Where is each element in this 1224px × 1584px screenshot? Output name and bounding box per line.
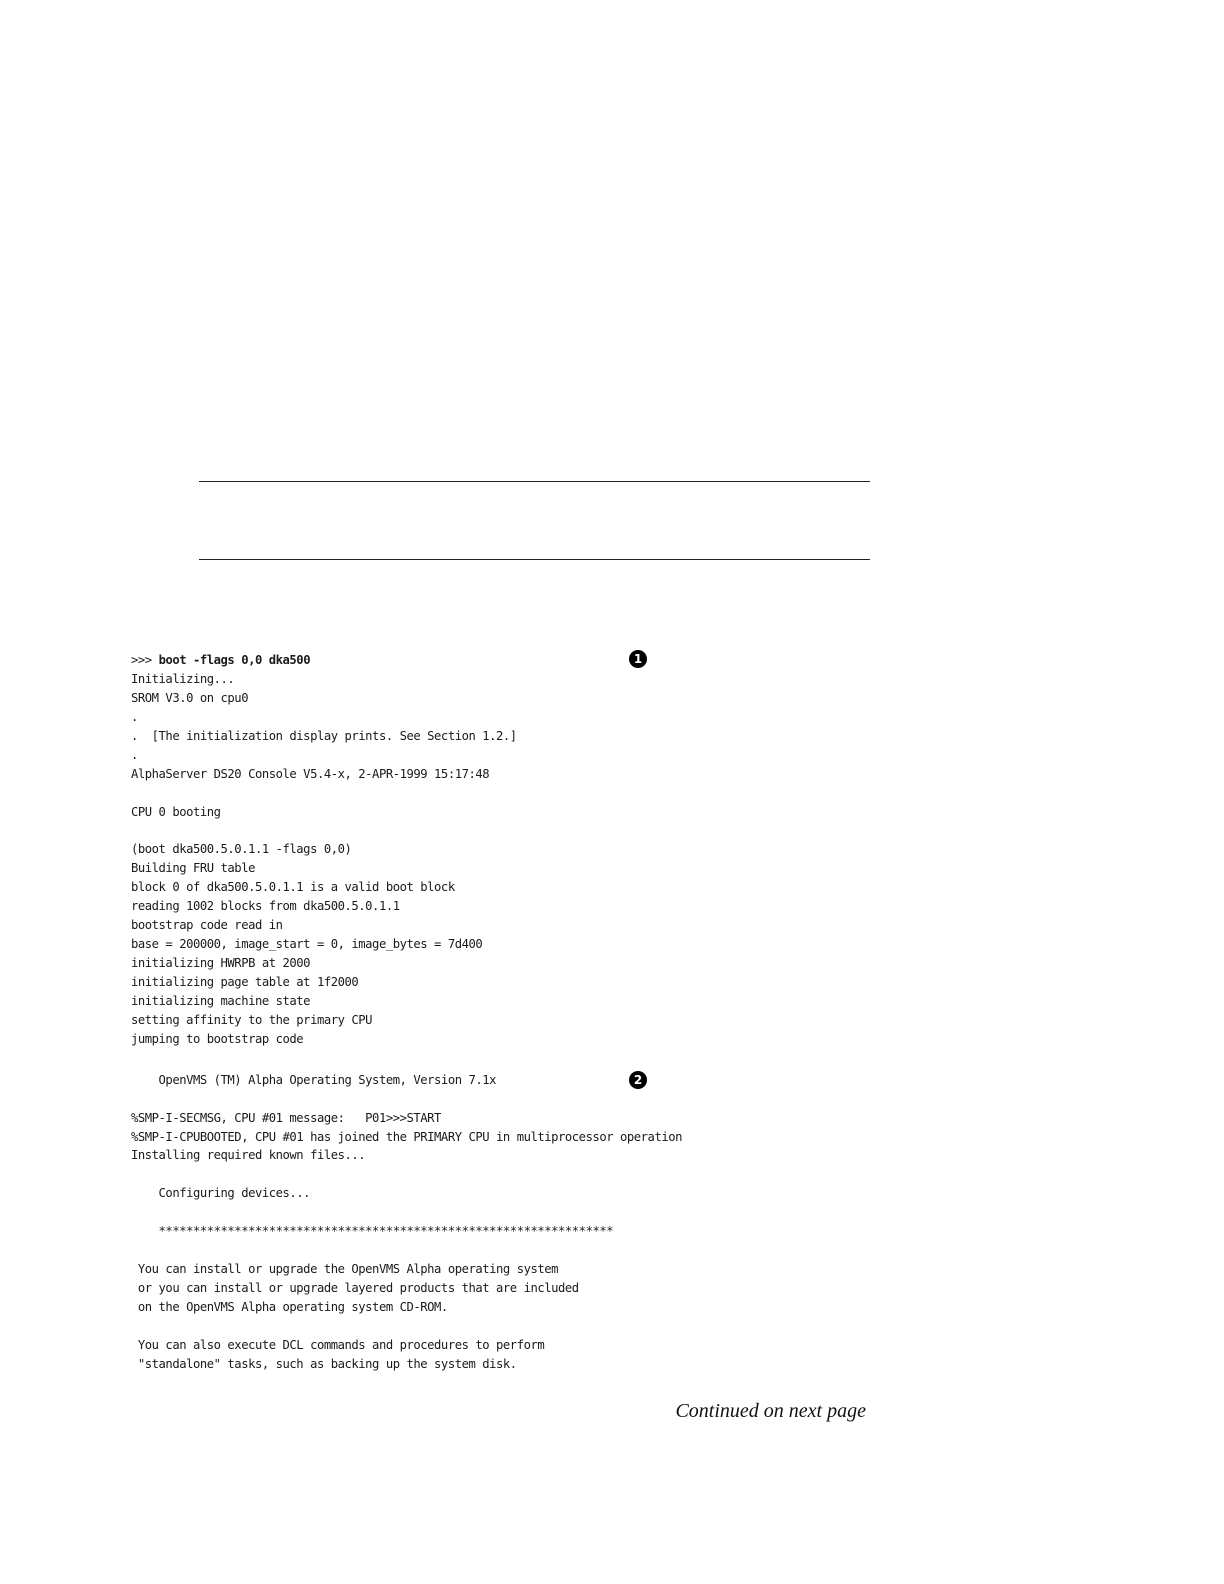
blank-line [131,1165,891,1184]
top-rule [199,481,870,482]
console-line: %SMP-I-CPUBOOTED, CPU #01 has joined the PRIMARY CPU in multiprocessor operation [131,1129,682,1144]
callout-two-icon: 2 [629,1071,647,1089]
os-banner: OpenVMS (TM) Alpha Operating System, Version 7.1x [131,1072,497,1087]
boot-command: boot -flags 0,0 dka500 [158,653,311,667]
console-line: "standalone" tasks, such as backing up the system disk. [131,1356,517,1371]
blank-line [131,1090,891,1109]
console-line: (boot dka500.5.0.1.1 -flags 0,0) [131,842,352,857]
console-line: reading 1002 blocks from dka500.5.0.1.1 [131,899,400,914]
console-line: or you can install or upgrade layered products that are included [131,1281,579,1295]
console-line: initializing HWRPB at 2000 [131,956,311,970]
console-line: initializing machine state [131,993,311,1008]
blank-line [131,784,891,803]
console-prompt: >>> [131,653,159,667]
console-line: CPU 0 booting [131,804,221,819]
console-line: initializing page table at 1f2000 [131,974,359,989]
console-line: Initializing... [131,671,235,686]
console-line: on the OpenVMS Alpha operating system CD-ROM. [131,1299,448,1314]
continued-note: Continued on next page [675,1400,866,1422]
console-line: . [131,747,138,762]
console-line: %SMP-I-SECMSG, CPU #01 message: P01>>>START [131,1110,441,1125]
bottom-rule [199,559,870,560]
console-line: base = 200000, image_start = 0, image_bytes = 7d400 [131,937,483,952]
blank-line [131,1049,891,1071]
blank-line [131,1203,891,1222]
console-line: . [131,709,138,724]
console-line: . [The initialization display prints. See Section 1.2.] [131,728,517,743]
callout-one-icon: 1 [629,650,647,668]
console-line: You can also execute DCL commands and procedures to perform [131,1337,545,1352]
console-line: SROM V3.0 on cpu0 [131,690,249,705]
console-line: You can install or upgrade the OpenVMS Alpha operating system [131,1262,559,1277]
console-line: setting affinity to the primary CPU [131,1012,373,1027]
console-output [131,651,891,1374]
console-line: Installing required known files... [131,1148,366,1163]
console-line: AlphaServer DS20 Console V5.4-x, 2-APR-1999 15:17:48 [131,766,490,781]
console-line: bootstrap code read in [131,918,283,933]
blank-line [131,821,891,840]
star-divider: ****************************************************************** [131,1224,614,1239]
console-line: block 0 of dka500.5.0.1.1 is a valid boot block [131,880,455,895]
blank-line [131,1317,891,1336]
command-line [131,651,891,670]
console-line: Building FRU table [131,861,255,876]
console-line: Configuring devices... [131,1186,311,1201]
blank-line [131,1241,891,1260]
console-line: jumping to bootstrap code [131,1031,304,1046]
